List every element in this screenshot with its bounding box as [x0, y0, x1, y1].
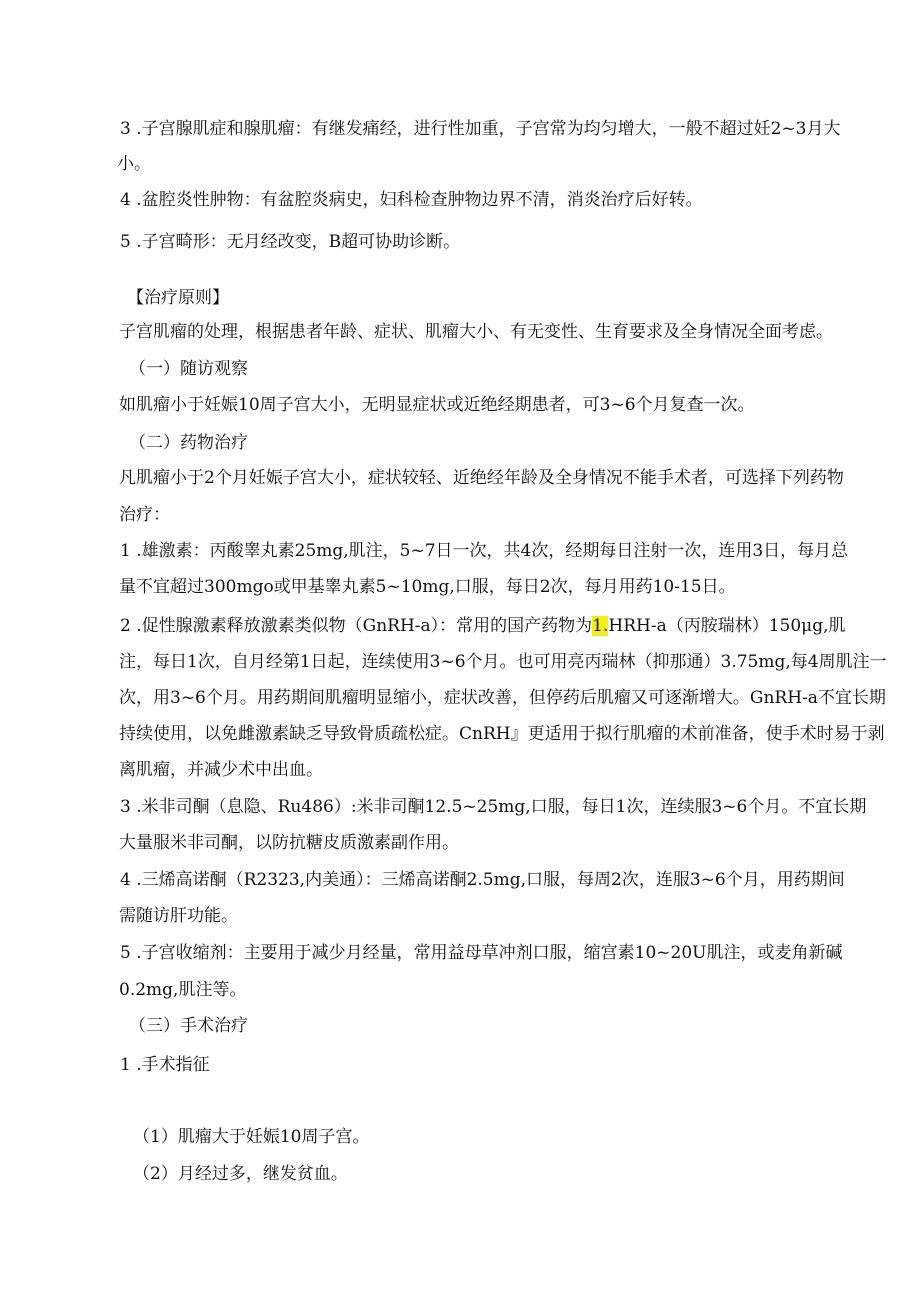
- text-line: 4 .盆腔炎性肿物：有盆腔炎病史，妇科检查肿物边界不清，消炎治疗后好转。: [120, 190, 703, 210]
- text-line: 量不宜超过300mgo或甲基睾丸素5~10mg,口服，每日2次，每月用药10-15日。: [119, 577, 736, 597]
- section-heading: 【治疗原则】: [127, 288, 229, 308]
- text-line: 3 .米非司酮（息隐、Ru486）:米非司酮12.5~25mg,口服，每日1次，连续服3~6个月。不宜长期: [120, 797, 867, 817]
- text-line: 凡肌瘤小于2个月妊娠子宫大小，症状较轻、近绝经年龄及全身情况不能手术者，可选择下列药物: [119, 468, 844, 488]
- text-line: 3 .子宫腺肌症和腺肌瘤：有继发痛经，进行性加重，子宫常为均匀增大，一般不超过妊2~3月大: [120, 119, 841, 139]
- text-segment: 2 .促性腺激素释放激素类似物（GnRH-a）：常用的国产药物为: [120, 616, 593, 636]
- text-line: 治疗：: [119, 505, 170, 525]
- text-line: 1 .手术指征: [120, 1055, 210, 1075]
- highlighted-text: 1.: [592, 616, 609, 636]
- text-line: 5 .子宫收缩剂：主要用于减少月经量，常用益母草冲剂口服，缩宫素10~20U肌注，或麦角新碱: [120, 943, 843, 963]
- text-line: 持续使用，以免雌激素缺乏导致骨质疏松症。CnRH』更适用于拟行肌瘤的术前准备，使手术时易于剥: [119, 724, 885, 744]
- text-line: 小。: [117, 154, 151, 174]
- subsection-heading: （一）随访观察: [129, 359, 248, 379]
- text-line: 次，用3~6个月。用药期间肌瘤明显缩小，症状改善，但停药后肌瘤又可逐渐增大。GnRH-a不宜长期: [119, 688, 886, 708]
- text-line: [120, 615, 846, 637]
- text-line: 1 .雄激素：丙酸睾丸素25mg,肌注，5~7日一次，共4次，经期每日注射一次，连用3日，每月总: [120, 541, 849, 561]
- text-segment: HRH-a（丙胺瑞林）150μg,肌: [608, 616, 846, 636]
- text-line: 注，每日1次，自月经第1日起，连续使用3~6个月。也可用亮丙瑞林（抑那通）3.75mg,每4周肌注一: [119, 652, 887, 672]
- text-line: 大量服米非司酮，以防抗糖皮质激素副作用。: [119, 833, 459, 853]
- text-line: 需随访肝功能。: [119, 906, 238, 926]
- text-line: 5 .子宫畸形：无月经改变，B超可协助诊断。: [120, 232, 461, 252]
- text-line: 如肌瘤小于妊娠10周子宫大小，无明显症状或近绝经期患者，可3~6个月复查一次。: [119, 395, 755, 415]
- text-line: 离肌瘤，并减少术中出血。: [119, 760, 323, 780]
- subsection-heading: （二）药物治疗: [129, 433, 248, 453]
- subsection-heading: （三）手术治疗: [129, 1016, 248, 1036]
- list-item: （1）肌瘤大于妊娠10周子宫。: [133, 1127, 370, 1147]
- list-item: （2）月经过多，继发贫血。: [133, 1164, 348, 1184]
- text-line: 4 .三烯高诺酮（R2323,内美通）：三烯高诺酮2.5mg,口服，每周2次，连服3~6个月，用药期间: [120, 870, 845, 890]
- text-line: 子宫肌瘤的处理，根据患者年龄、症状、肌瘤大小、有无变性、生育要求及全身情况全面考虑。: [119, 322, 833, 342]
- text-line: 0.2mg,肌注等。: [119, 980, 247, 1000]
